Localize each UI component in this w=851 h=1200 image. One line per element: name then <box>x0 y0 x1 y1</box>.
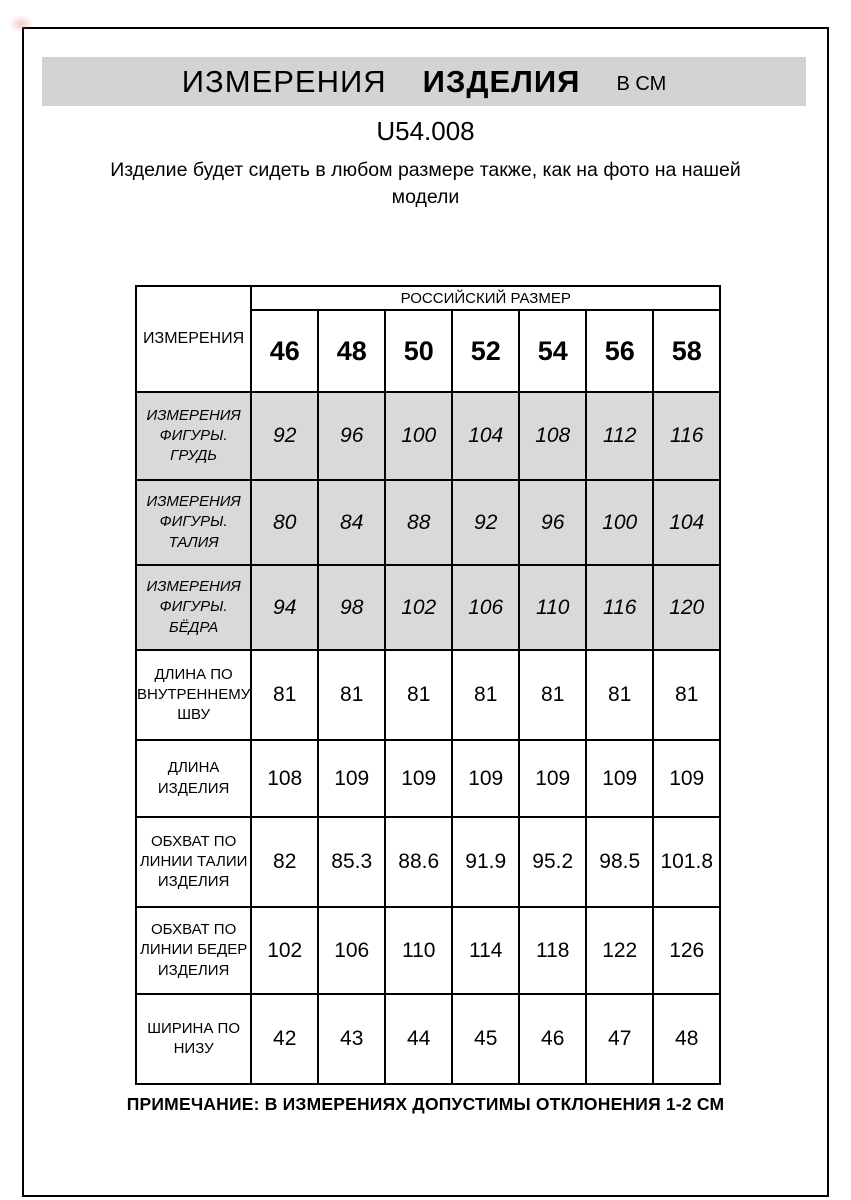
size-table <box>135 285 721 1085</box>
value-cell: 94 <box>251 565 318 650</box>
value-cell: 109 <box>385 740 452 817</box>
value-cell: 98.5 <box>586 817 653 907</box>
value-cell: 84 <box>318 480 385 565</box>
value-cell: 82 <box>251 817 318 907</box>
value-cell: 81 <box>519 650 586 740</box>
size-header: 46 <box>251 310 318 392</box>
table-row <box>136 392 720 480</box>
fit-subtitle: Изделие будет сидеть в любом размере также, как на фото на нашей модели <box>110 159 741 208</box>
row-label: ОБХВАТ ПО ЛИНИИ ТАЛИИ ИЗДЕЛИЯ <box>136 817 251 907</box>
value-cell: 88 <box>385 480 452 565</box>
value-cell: 116 <box>653 392 720 480</box>
group-header-row <box>136 286 720 310</box>
value-cell: 80 <box>251 480 318 565</box>
row-label: ИЗМЕРЕНИЯ ФИГУРЫ. ТАЛИЯ <box>136 480 251 565</box>
row-label: ИЗМЕРЕНИЯ ФИГУРЫ. ГРУДЬ <box>136 392 251 480</box>
value-cell: 44 <box>385 994 452 1084</box>
value-cell: 118 <box>519 907 586 994</box>
value-cell: 47 <box>586 994 653 1084</box>
value-cell: 109 <box>519 740 586 817</box>
row-label: ИЗМЕРЕНИЯ ФИГУРЫ. БЁДРА <box>136 565 251 650</box>
title-measurements: ИЗМЕРЕНИЯ <box>181 63 387 99</box>
value-cell: 114 <box>452 907 519 994</box>
value-cell: 110 <box>385 907 452 994</box>
value-cell: 109 <box>653 740 720 817</box>
value-cell: 92 <box>452 480 519 565</box>
table-row <box>136 565 720 650</box>
value-cell: 88.6 <box>385 817 452 907</box>
group-header: РОССИЙСКИЙ РАЗМЕР <box>251 286 720 310</box>
value-cell: 108 <box>519 392 586 480</box>
row-label: ДЛИНА ПО ВНУТРЕННЕМУ ШВУ <box>136 650 251 740</box>
value-cell: 100 <box>586 480 653 565</box>
size-header: 50 <box>385 310 452 392</box>
value-cell: 106 <box>452 565 519 650</box>
row-label: ОБХВАТ ПО ЛИНИИ БЕДЕР ИЗДЕЛИЯ <box>136 907 251 994</box>
table-row <box>136 650 720 740</box>
value-cell: 109 <box>318 740 385 817</box>
deviation-note: ПРИМЕЧАНИЕ: В ИЗМЕРЕНИЯХ ДОПУСТИМЫ ОТКЛОНЕНИЯ 1-2 СМ <box>126 1094 725 1114</box>
size-header: 58 <box>653 310 720 392</box>
table-row <box>136 907 720 994</box>
value-cell: 81 <box>653 650 720 740</box>
value-cell: 42 <box>251 994 318 1084</box>
value-cell: 95.2 <box>519 817 586 907</box>
value-cell: 106 <box>318 907 385 994</box>
title-product: ИЗДЕЛИЯ <box>422 63 581 99</box>
value-cell: 108 <box>251 740 318 817</box>
title-units: В СМ <box>616 73 667 95</box>
value-cell: 126 <box>653 907 720 994</box>
size-header: 52 <box>452 310 519 392</box>
corner-header: ИЗМЕРЕНИЯ <box>136 286 251 392</box>
corner-smudge <box>9 15 33 33</box>
value-cell: 81 <box>385 650 452 740</box>
row-label: ШИРИНА ПО НИЗУ <box>136 994 251 1084</box>
size-header: 56 <box>586 310 653 392</box>
table-row <box>136 480 720 565</box>
value-cell: 100 <box>385 392 452 480</box>
value-cell: 46 <box>519 994 586 1084</box>
value-cell: 96 <box>318 392 385 480</box>
value-cell: 91.9 <box>452 817 519 907</box>
value-cell: 120 <box>653 565 720 650</box>
value-cell: 102 <box>385 565 452 650</box>
value-cell: 81 <box>251 650 318 740</box>
value-cell: 92 <box>251 392 318 480</box>
size-header: 48 <box>318 310 385 392</box>
row-label: ДЛИНА ИЗДЕЛИЯ <box>136 740 251 817</box>
table-row <box>136 740 720 817</box>
value-cell: 85.3 <box>318 817 385 907</box>
value-cell: 81 <box>452 650 519 740</box>
product-code: U54.008 <box>376 116 475 146</box>
value-cell: 96 <box>519 480 586 565</box>
value-cell: 116 <box>586 565 653 650</box>
value-cell: 48 <box>653 994 720 1084</box>
title-bar <box>42 57 806 106</box>
value-cell: 112 <box>586 392 653 480</box>
value-cell: 98 <box>318 565 385 650</box>
value-cell: 104 <box>452 392 519 480</box>
value-cell: 122 <box>586 907 653 994</box>
value-cell: 101.8 <box>653 817 720 907</box>
value-cell: 109 <box>586 740 653 817</box>
size-header: 54 <box>519 310 586 392</box>
value-cell: 109 <box>452 740 519 817</box>
value-cell: 45 <box>452 994 519 1084</box>
value-cell: 81 <box>586 650 653 740</box>
value-cell: 110 <box>519 565 586 650</box>
table-row <box>136 994 720 1084</box>
value-cell: 104 <box>653 480 720 565</box>
table-row <box>136 817 720 907</box>
value-cell: 102 <box>251 907 318 994</box>
value-cell: 43 <box>318 994 385 1084</box>
value-cell: 81 <box>318 650 385 740</box>
